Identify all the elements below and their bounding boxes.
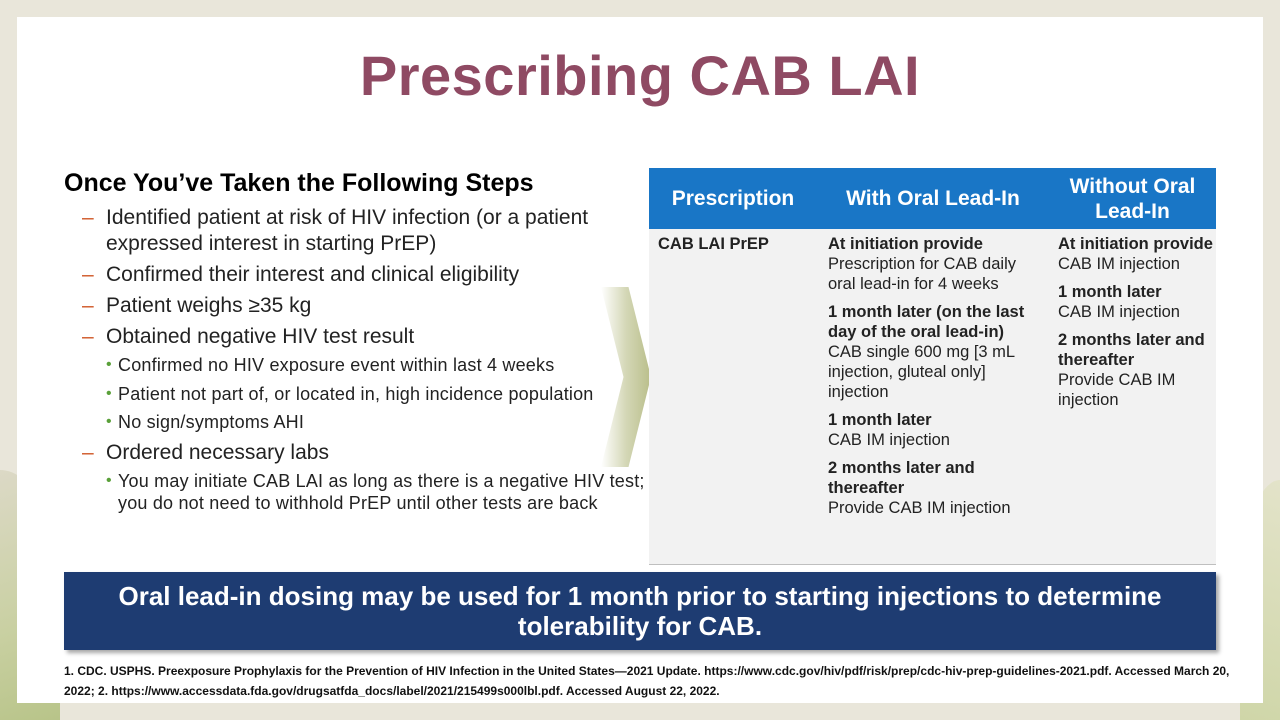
dosing-step-action: Prescription for CAB daily oral lead-in for 4 weeks	[828, 255, 1016, 293]
substep-text: Confirmed no HIV exposure event within last 4 weeks	[118, 355, 555, 375]
dosing-step	[828, 410, 1045, 450]
dosing-step-timing: 2 months later and thereafter	[828, 459, 975, 497]
step-item	[64, 440, 654, 515]
substep-text: No sign/symptoms AHI	[118, 412, 305, 432]
dosing-step-timing: 1 month later	[828, 411, 932, 429]
substep-text: Patient not part of, or located in, high incidence population	[118, 383, 594, 404]
dot-bullet-icon: •	[106, 356, 112, 373]
dosing-step-action: CAB single 600 mg [3 mL injection, gluteal only] injection	[828, 343, 1015, 401]
dash-bullet-icon: –	[82, 440, 94, 464]
step-text: Obtained negative HIV test result	[106, 325, 415, 348]
substep-list	[106, 470, 654, 515]
dosing-step-timing: At initiation provide	[1058, 235, 1213, 253]
dash-bullet-icon: –	[82, 263, 94, 286]
slide-title: Prescribing CAB LAI	[359, 44, 921, 107]
with-oral-lead-in-cell	[817, 229, 1049, 564]
dot-bullet-icon: •	[106, 471, 112, 489]
without-oral-lead-in-cell	[1049, 229, 1216, 564]
step-item	[64, 205, 654, 257]
substep-text: You may initiate CAB LAI as long as there is a negative HIV test; you do not need to withhold PrEP until other tests are back	[118, 470, 645, 513]
substep-item	[106, 383, 654, 406]
dosing-step-action: Provide CAB IM injection	[828, 499, 1011, 517]
step-text: Ordered necessary labs	[106, 440, 329, 464]
step-item	[64, 324, 654, 434]
dosing-step	[1058, 234, 1216, 274]
dosing-step	[828, 234, 1045, 294]
dosing-step	[828, 458, 1045, 518]
substep-item	[106, 411, 654, 434]
table-row	[649, 229, 1216, 565]
row-label: CAB LAI PrEP	[658, 235, 769, 253]
steps-list	[64, 205, 654, 515]
dosing-step-timing: 1 month later	[1058, 283, 1162, 301]
table-header-row	[649, 168, 1216, 229]
dosing-step-action: CAB IM injection	[1058, 255, 1180, 273]
dosing-step-timing: 1 month later (on the last day of the oral lead-in)	[828, 303, 1025, 341]
prescription-table	[649, 168, 1216, 565]
step-item	[64, 262, 654, 288]
step-item	[64, 293, 654, 319]
references-footnote: 1. CDC. USPHS. Preexposure Prophylaxis for the Prevention of HIV Infection in the United States—2021 Update. https://www.cdc.gov/hiv/pdf/risk/prep/cdc-hiv-prep-guidelines-2021.pdf. Accessed March 20, 2022; 2. https://www.accessdata.fda.gov/drugsatfda_docs/label/2021/215499s000lbl.pdf. Accessed August 22, 2022.	[64, 664, 1230, 698]
dosing-step-action: Provide CAB IM injection	[1058, 371, 1176, 409]
key-point-banner: Oral lead-in dosing may be used for 1 month prior to starting injections to determine tolerability for CAB.	[64, 572, 1216, 650]
substep-item	[106, 470, 654, 515]
dosing-step-action: CAB IM injection	[1058, 303, 1180, 321]
dosing-step-timing: At initiation provide	[828, 235, 983, 253]
dosing-step	[1058, 330, 1216, 410]
header-without-oral-lead-in: Without Oral Lead-In	[1069, 174, 1196, 223]
dash-bullet-icon: –	[82, 325, 94, 348]
substep-list	[106, 354, 654, 434]
dot-bullet-icon: •	[106, 413, 112, 430]
step-text: Confirmed their interest and clinical eligibility	[106, 263, 520, 286]
steps-heading: Once You’ve Taken the Following Steps	[64, 169, 534, 197]
dosing-step	[828, 302, 1045, 402]
substep-item	[106, 354, 654, 377]
dash-bullet-icon: –	[82, 206, 94, 229]
dosing-step-timing: 2 months later and thereafter	[1058, 331, 1205, 369]
dot-bullet-icon: •	[106, 384, 112, 402]
dosing-step-action: CAB IM injection	[828, 431, 950, 449]
step-text: Patient weighs ≥35 kg	[106, 294, 312, 317]
dosing-step	[1058, 282, 1216, 322]
steps-section	[64, 167, 654, 521]
slide	[17, 17, 1263, 703]
step-text: Identified patient at risk of HIV infection (or a patient expressed interest in starting PrEP)	[106, 206, 589, 255]
header-with-oral-lead-in: With Oral Lead-In	[846, 187, 1020, 210]
dash-bullet-icon: –	[82, 294, 94, 317]
header-prescription: Prescription	[671, 187, 795, 210]
